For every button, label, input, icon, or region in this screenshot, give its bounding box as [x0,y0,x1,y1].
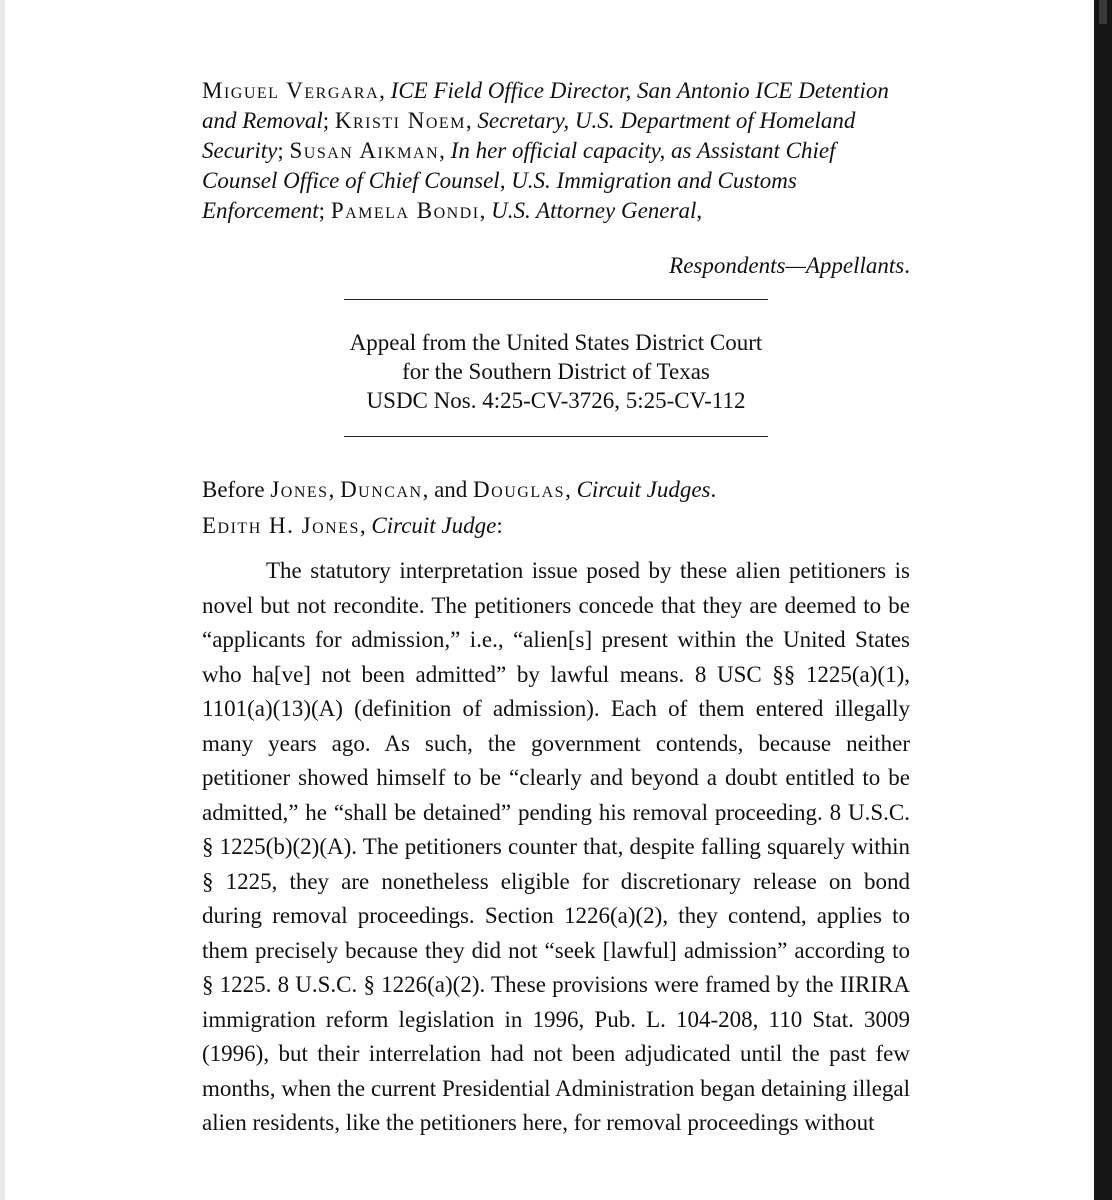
divider-top [344,299,768,300]
panel-and: and [434,477,468,502]
opinion-paragraph: The statutory interpretation issue posed by these alien petitioners is novel but not recondite. The petitioners concede that they are deemed to be “applicants for admission,” i.e., “alien[s] present within the United States who ha[ve] not been admitted” by lawful means. 8 USC §§ 1225(a)(1), 1101(a)(13)(A) (definition of admission). Each of them entered illegally many years ago. As such, the government contends, because neither petitioner showed himself to be “clearly and beyond a doubt entitled to be admitted,” he “shall be detained” pending his removal proceeding. 8 U.S.C. § 1225(b)(2)(A). The petitioners counter that, despite falling squarely within § 1225, they are nonetheless eligible for discretionary release on bond during removal proceedings. Section 1226(a)(2), they contend, applies to them precisely because they did not “seek [lawful] admission” according to § 1225. 8 U.S.C. § 1226(a)(2). These provisions were framed by the IIRIRA immigration reform legislation in 1996, Pub. L. 104-208, 110 Stat. 3009 (1996), but their interrelation had not been adjudicated until the past few months, when the current Presidential Administration began detaining illegal alien residents, like the petitioners here, for removal proceedings without [202,558,910,1135]
party-name: Kristi Noem [334,108,466,133]
appeal-line: for the Southern District of Texas [402,359,710,384]
panel-judge: Douglas [473,477,566,502]
party-title: In her official capacity, as Assistant Chief Counsel Office of Chief Counsel, U.S. Immigration and Customs Enforcement [202,138,836,223]
party-title: U.S. Attorney General [491,198,697,223]
author-line: Edith H. Jones, Circuit Judge: [202,513,503,538]
appeal-line: Appeal from the United States District Court [349,330,763,355]
appeal-line: USDC Nos. 4:25-CV-3726, 5:25-CV-112 [366,388,746,413]
party-role-text: Respondents—Appellants [669,253,905,278]
author-title: Circuit Judge [371,513,497,538]
viewer-frame [1094,0,1112,1200]
panel-judge: Jones [270,477,329,502]
party-name: Miguel Vergara [202,78,380,103]
panel-line: Before Jones, Duncan, and Douglas, Circuit Judges. [202,477,717,502]
party-title: ICE Field Office Director, San Antonio ICE Detention and Removal [202,78,889,133]
panel-title: Circuit Judges [576,477,711,502]
appeal-caption [202,328,910,415]
divider-bottom [344,436,768,437]
party-name: Susan Aikman [289,138,440,163]
panel-before: Before [202,477,265,502]
document-content [202,76,910,1141]
parties-block: Miguel Vergara, ICE Field Office Director, San Antonio ICE Detention and Removal; Kristi Noem, Secretary, U.S. Department of Homeland Security; Susan Aikman, In her official capacity, as Assistant Chief Counsel Office of Chief Counsel, U.S. Immigration and Customs Enforcement; Pamela Bondi, U.S. Attorney General, [202,78,889,223]
panel-judge: Duncan [340,477,423,502]
page-left-edge [0,0,5,1200]
author-name: Edith H. Jones [202,513,360,538]
party-title: Secretary, U.S. Department of Homeland Security [202,108,856,163]
scrollbar-thumb[interactable] [1099,0,1107,24]
party-name: Pamela Bondi [330,198,480,223]
party-role: Respondents—Appellants. [669,253,910,278]
